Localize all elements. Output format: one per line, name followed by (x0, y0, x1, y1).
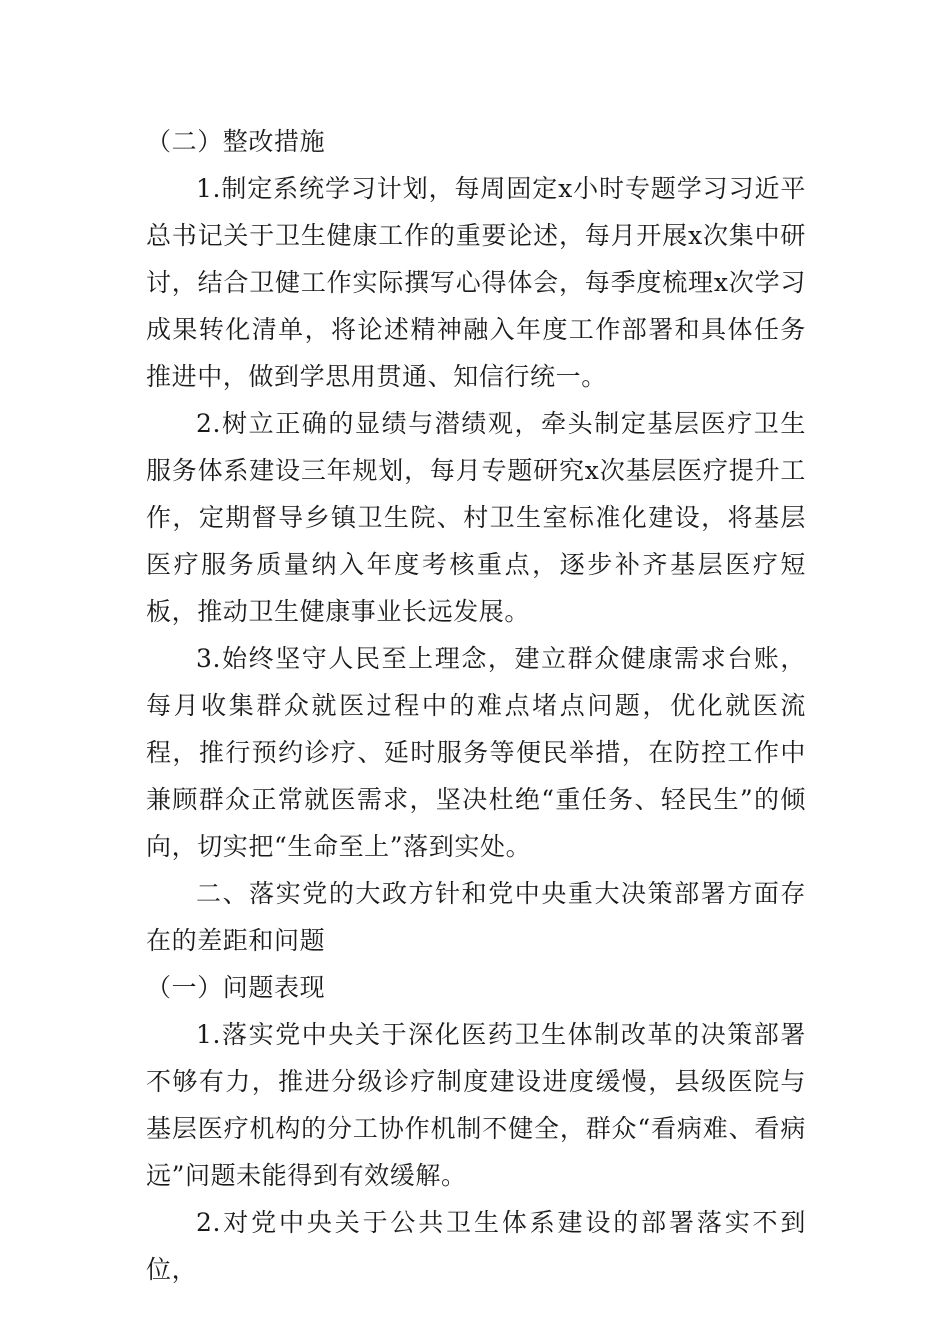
paragraph-measure-2: 2.树立正确的显绩与潜绩观，牵头制定基层医疗卫生服务体系建设三年规划，每月专题研究x次基层医疗提升工作，定期督导乡镇卫生院、村卫生室标准化建设，将基层医疗服务质量纳入年度考核重点，逐步补齐基层医疗短板，推动卫生健康事业长远发展。 (146, 409, 806, 626)
section-subheading-rectification-measures: （二）整改措施 (146, 127, 326, 156)
section-heading-policy-implementation: 二、落实党的大政方针和党中央重大决策部署方面存在的差距和问题 (146, 879, 806, 955)
paragraph-problem-2: 2.对党中央关于公共卫生体系建设的部署落实不到位， (146, 1208, 806, 1284)
paragraph-measure-3: 3.始终坚守人民至上理念，建立群众健康需求台账，每月收集群众就医过程中的难点堵点问题，优化就医流程，推行预约诊疗、延时服务等便民举措，在防控工作中兼顾群众正常就医需求，坚决杜绝“重任务、轻民生”的倾向，切实把“生命至上”落到实处。 (146, 644, 806, 861)
document-body (146, 118, 806, 1293)
paragraph-problem-1: 1.落实党中央关于深化医药卫生体制改革的决策部署不够有力，推进分级诊疗制度建设进度缓慢，县级医院与基层医疗机构的分工协作机制不健全，群众“看病难、看病远”问题未能得到有效缓解。 (146, 1020, 806, 1190)
paragraph-measure-1: 1.制定系统学习计划，每周固定x小时专题学习习近平总书记关于卫生健康工作的重要论述，每月开展x次集中研讨，结合卫健工作实际撰写心得体会，每季度梳理x次学习成果转化清单，将论述精神融入年度工作部署和具体任务推进中，做到学思用贯通、知信行统一。 (146, 174, 806, 391)
section-subheading-problem-manifestation: （一）问题表现 (146, 973, 326, 1002)
